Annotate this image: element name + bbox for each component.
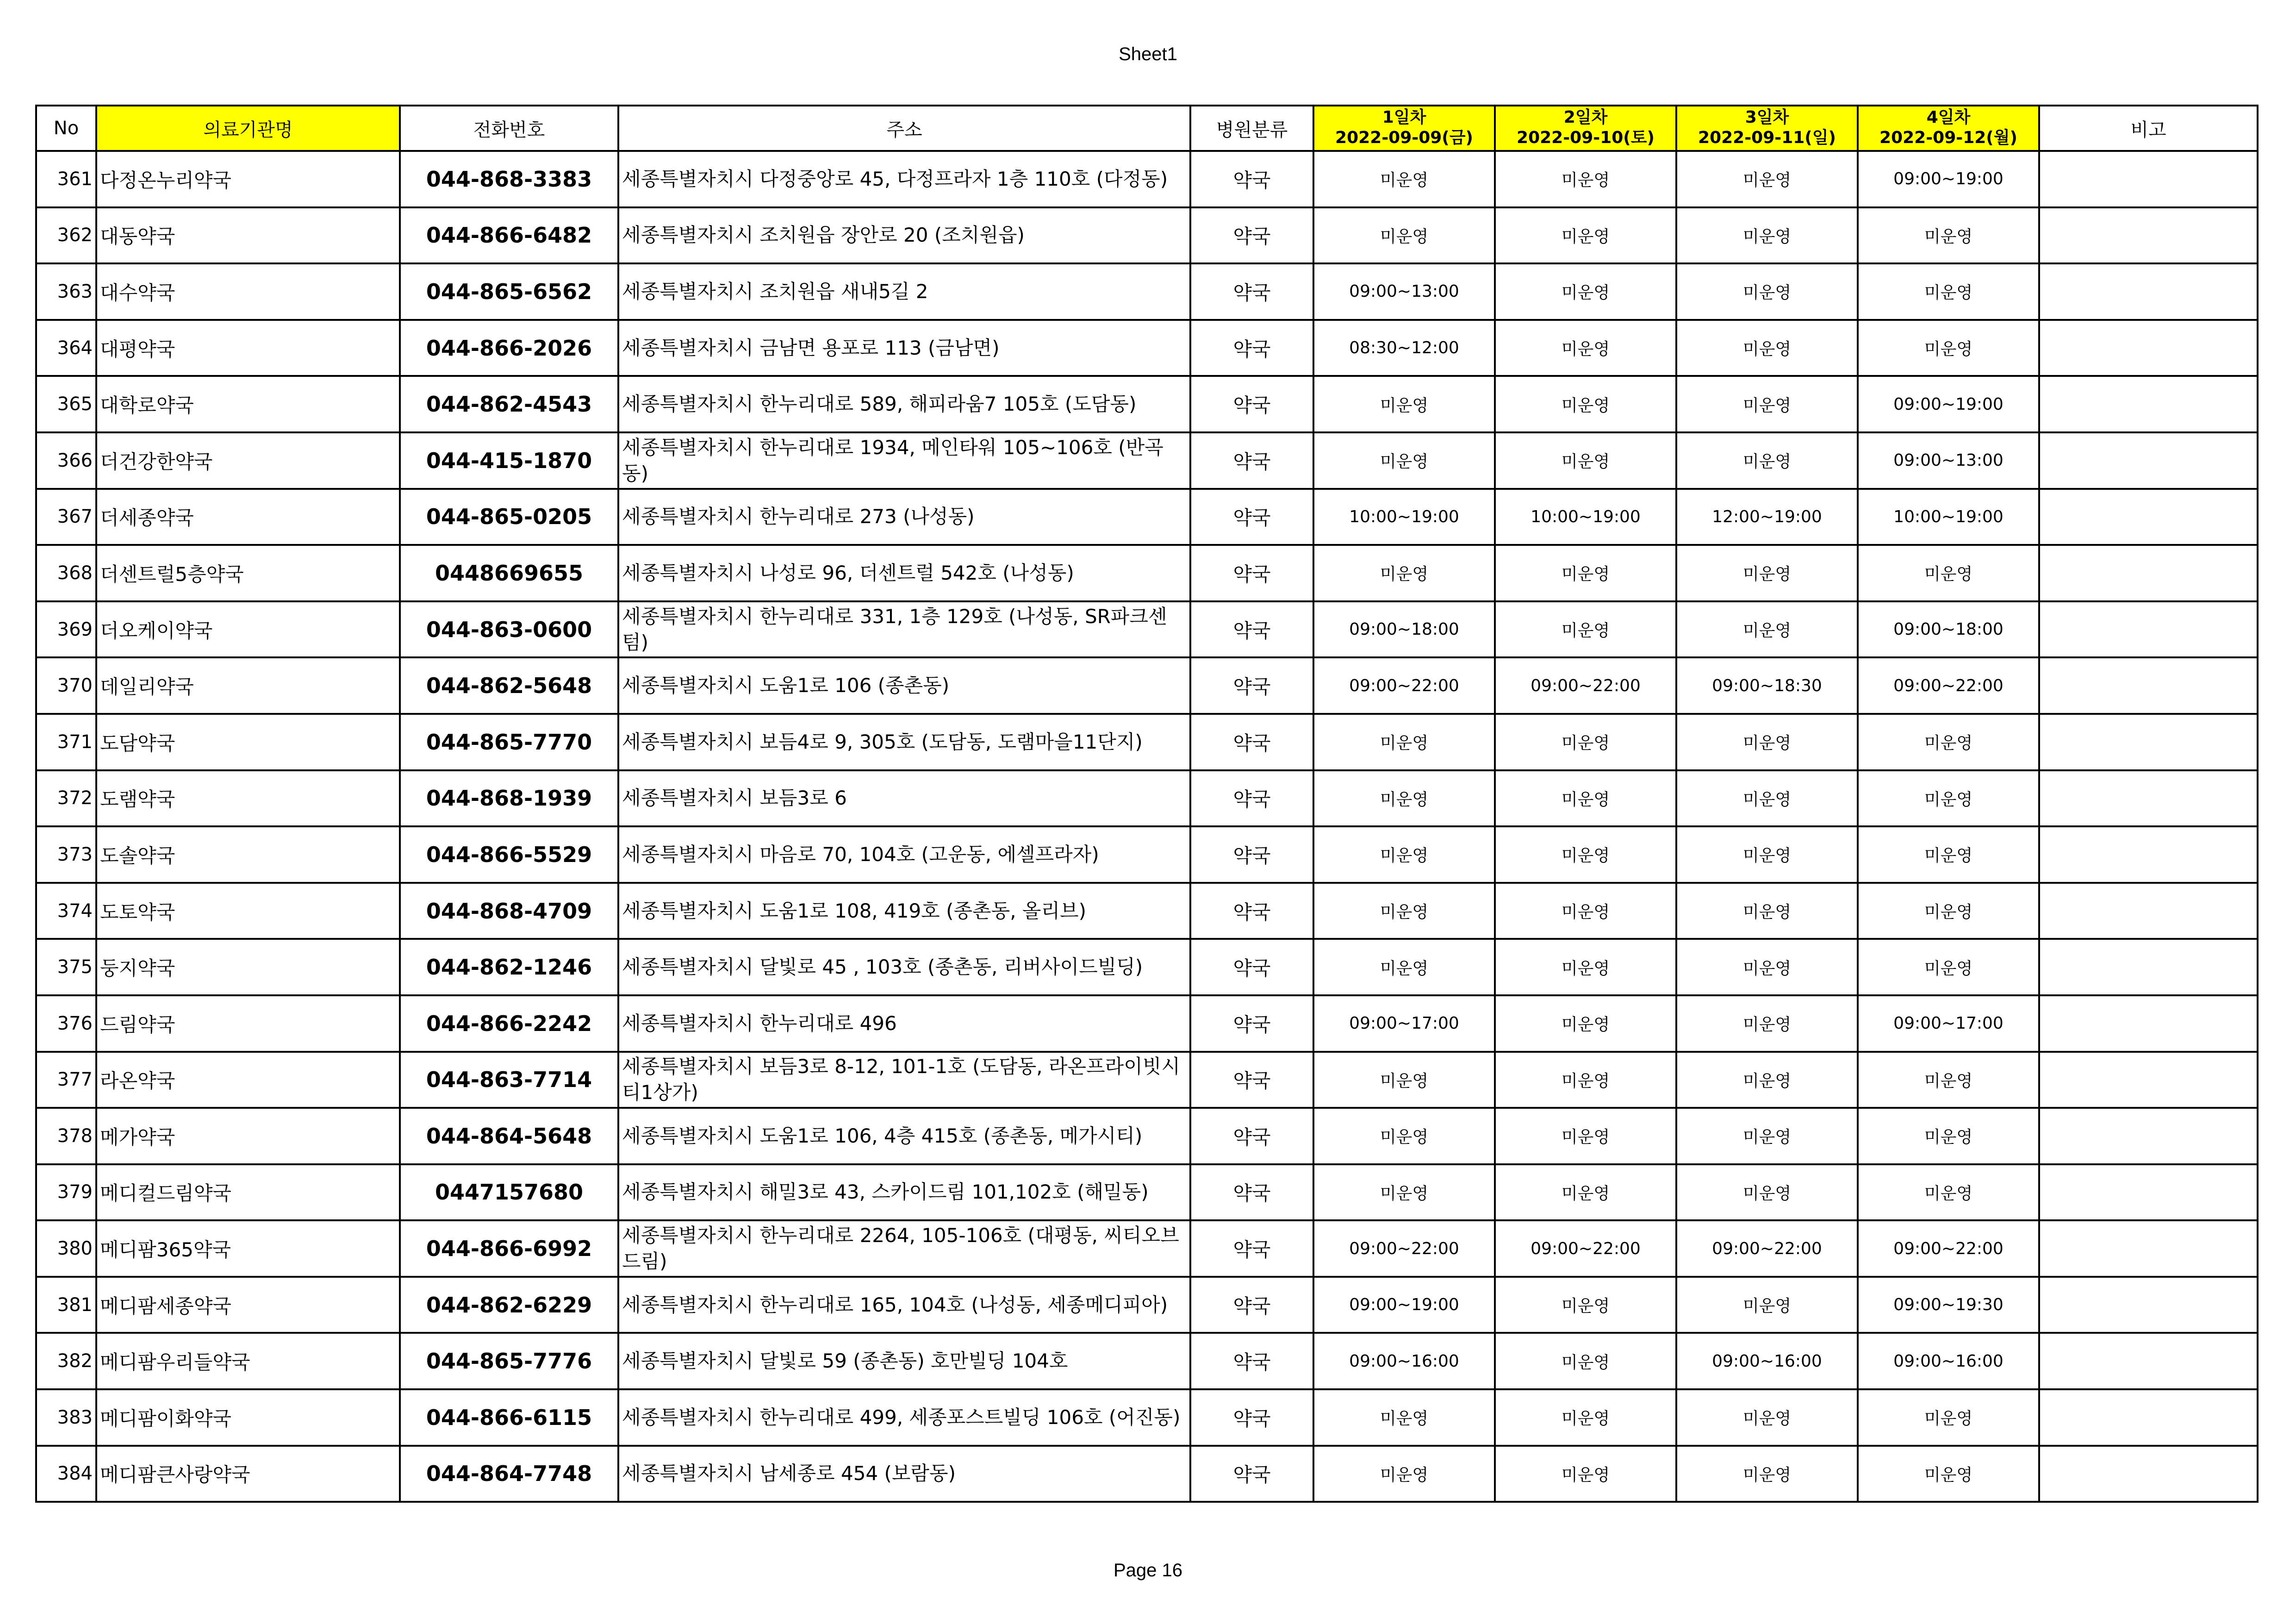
- note: [2039, 207, 2258, 264]
- phone-number: 044-868-3383: [400, 151, 618, 207]
- day1-hours: 미운영: [1313, 376, 1495, 432]
- day2-hours: 미운영: [1495, 770, 1676, 827]
- address: 세종특별자치시 도움1로 108, 419호 (종촌동, 올리브): [618, 883, 1190, 939]
- note: [2039, 1389, 2258, 1446]
- day2-hours: 미운영: [1495, 545, 1676, 601]
- day3-hours: 미운영: [1676, 883, 1858, 939]
- address: 세종특별자치시 달빛로 45 , 103호 (종촌동, 리버사이드빌딩): [618, 939, 1190, 995]
- facility-type: 약국: [1190, 883, 1313, 939]
- row-no: 376: [36, 995, 96, 1052]
- header-day2-label: 2일차: [1563, 108, 1608, 127]
- phone-number: 044-862-6229: [400, 1277, 618, 1333]
- day1-hours: 미운영: [1313, 826, 1495, 883]
- address: 세종특별자치시 한누리대로 499, 세종포스트빌딩 106호 (어진동): [618, 1389, 1190, 1446]
- facility-type: 약국: [1190, 320, 1313, 376]
- facility-type: 약국: [1190, 376, 1313, 432]
- header-day3-label: 3일차: [1745, 108, 1789, 127]
- day2-hours: 미운영: [1495, 1446, 1676, 1502]
- day4-hours: 09:00~22:00: [1858, 1220, 2039, 1277]
- day3-hours: 12:00~19:00: [1676, 489, 1858, 545]
- row-no: 361: [36, 151, 96, 207]
- row-no: 364: [36, 320, 96, 376]
- table-row: [36, 714, 2258, 770]
- day4-hours: 미운영: [1858, 1108, 2039, 1164]
- row-no: 365: [36, 376, 96, 432]
- pharmacy-name: 도램약국: [96, 770, 400, 827]
- day4-hours: 미운영: [1858, 1446, 2039, 1502]
- header-day2: [1495, 106, 1676, 151]
- day1-hours: 미운영: [1313, 1052, 1495, 1108]
- day3-hours: 미운영: [1676, 939, 1858, 995]
- facility-type: 약국: [1190, 263, 1313, 320]
- note: [2039, 883, 2258, 939]
- day1-hours: 08:30~12:00: [1313, 320, 1495, 376]
- row-no: 372: [36, 770, 96, 827]
- address: 세종특별자치시 조치원읍 장안로 20 (조치원읍): [618, 207, 1190, 264]
- header-address: 주소: [618, 106, 1190, 151]
- facility-type: 약국: [1190, 1220, 1313, 1277]
- address: 세종특별자치시 도움1로 106, 4층 415호 (종촌동, 메가시티): [618, 1108, 1190, 1164]
- day1-hours: 미운영: [1313, 545, 1495, 601]
- day2-hours: 미운영: [1495, 601, 1676, 658]
- day2-hours: 미운영: [1495, 1333, 1676, 1389]
- row-no: 379: [36, 1164, 96, 1221]
- day1-hours: 미운영: [1313, 939, 1495, 995]
- facility-type: 약국: [1190, 714, 1313, 770]
- phone-number: 044-863-0600: [400, 601, 618, 658]
- phone-number: 044-864-7748: [400, 1446, 618, 1502]
- note: [2039, 826, 2258, 883]
- facility-type: 약국: [1190, 657, 1313, 714]
- note: [2039, 995, 2258, 1052]
- pharmacy-name: 메디팜이화약국: [96, 1389, 400, 1446]
- pharmacy-name: 도담약국: [96, 714, 400, 770]
- note: [2039, 714, 2258, 770]
- note: [2039, 320, 2258, 376]
- day2-hours: 미운영: [1495, 376, 1676, 432]
- day4-hours: 09:00~16:00: [1858, 1333, 2039, 1389]
- day2-hours: 미운영: [1495, 1389, 1676, 1446]
- day3-hours: 미운영: [1676, 320, 1858, 376]
- header-day2-date: 2022-09-10(토): [1517, 128, 1655, 147]
- phone-number: 044-868-1939: [400, 770, 618, 827]
- pharmacy-name: 메디컬드림약국: [96, 1164, 400, 1221]
- row-no: 373: [36, 826, 96, 883]
- day1-hours: 09:00~18:00: [1313, 601, 1495, 658]
- table-row: [36, 263, 2258, 320]
- day4-hours: 미운영: [1858, 883, 2039, 939]
- address: 세종특별자치시 한누리대로 165, 104호 (나성동, 세종메디피아): [618, 1277, 1190, 1333]
- day1-hours: 09:00~22:00: [1313, 657, 1495, 714]
- day3-hours: 미운영: [1676, 432, 1858, 489]
- table-row: [36, 995, 2258, 1052]
- address: 세종특별자치시 한누리대로 589, 해피라움7 105호 (도담동): [618, 376, 1190, 432]
- day3-hours: 미운영: [1676, 1277, 1858, 1333]
- phone-number: 0447157680: [400, 1164, 618, 1221]
- phone-number: 044-862-5648: [400, 657, 618, 714]
- facility-type: 약국: [1190, 1052, 1313, 1108]
- day3-hours: 미운영: [1676, 1052, 1858, 1108]
- day1-hours: 미운영: [1313, 883, 1495, 939]
- day3-hours: 미운영: [1676, 601, 1858, 658]
- phone-number: 044-865-7776: [400, 1333, 618, 1389]
- note: [2039, 151, 2258, 207]
- address: 세종특별자치시 한누리대로 331, 1층 129호 (나성동, SR파크센텀): [618, 601, 1190, 658]
- day2-hours: 미운영: [1495, 1052, 1676, 1108]
- row-no: 369: [36, 601, 96, 658]
- note: [2039, 601, 2258, 658]
- day4-hours: 미운영: [1858, 1389, 2039, 1446]
- day2-hours: 미운영: [1495, 263, 1676, 320]
- row-no: 378: [36, 1108, 96, 1164]
- day2-hours: 미운영: [1495, 207, 1676, 264]
- facility-type: 약국: [1190, 826, 1313, 883]
- facility-type: 약국: [1190, 939, 1313, 995]
- day3-hours: 미운영: [1676, 1164, 1858, 1221]
- day4-hours: 미운영: [1858, 826, 2039, 883]
- address: 세종특별자치시 다정중앙로 45, 다정프라자 1층 110호 (다정동): [618, 151, 1190, 207]
- note: [2039, 1220, 2258, 1277]
- phone-number: 044-862-4543: [400, 376, 618, 432]
- day3-hours: 미운영: [1676, 714, 1858, 770]
- day3-hours: 미운영: [1676, 995, 1858, 1052]
- day2-hours: 미운영: [1495, 1164, 1676, 1221]
- phone-number: 044-862-1246: [400, 939, 618, 995]
- day4-hours: 미운영: [1858, 770, 2039, 827]
- day2-hours: 미운영: [1495, 1108, 1676, 1164]
- table-row: [36, 883, 2258, 939]
- row-no: 366: [36, 432, 96, 489]
- day3-hours: 미운영: [1676, 545, 1858, 601]
- facility-type: 약국: [1190, 1164, 1313, 1221]
- day3-hours: 09:00~18:30: [1676, 657, 1858, 714]
- row-no: 374: [36, 883, 96, 939]
- day4-hours: 미운영: [1858, 545, 2039, 601]
- note: [2039, 1446, 2258, 1502]
- address: 세종특별자치시 한누리대로 2264, 105-106호 (대평동, 씨티오브드림): [618, 1220, 1190, 1277]
- day2-hours: 미운영: [1495, 826, 1676, 883]
- note: [2039, 1164, 2258, 1221]
- day1-hours: 10:00~19:00: [1313, 489, 1495, 545]
- day3-hours: 미운영: [1676, 1389, 1858, 1446]
- day2-hours: 미운영: [1495, 939, 1676, 995]
- row-no: 371: [36, 714, 96, 770]
- day1-hours: 09:00~13:00: [1313, 263, 1495, 320]
- pharmacy-name: 도솔약국: [96, 826, 400, 883]
- day1-hours: 미운영: [1313, 207, 1495, 264]
- pharmacy-name: 메가약국: [96, 1108, 400, 1164]
- table-row: [36, 545, 2258, 601]
- facility-type: 약국: [1190, 151, 1313, 207]
- note: [2039, 657, 2258, 714]
- day4-hours: 미운영: [1858, 1052, 2039, 1108]
- day4-hours: 09:00~22:00: [1858, 657, 2039, 714]
- address: 세종특별자치시 도움1로 106 (종촌동): [618, 657, 1190, 714]
- day3-hours: 09:00~22:00: [1676, 1220, 1858, 1277]
- day2-hours: 09:00~22:00: [1495, 657, 1676, 714]
- day4-hours: 09:00~19:30: [1858, 1277, 2039, 1333]
- row-no: 363: [36, 263, 96, 320]
- row-no: 368: [36, 545, 96, 601]
- header-row: [36, 106, 2258, 151]
- table-row: [36, 1220, 2258, 1277]
- address: 세종특별자치시 보듬3로 6: [618, 770, 1190, 827]
- day4-hours: 미운영: [1858, 320, 2039, 376]
- row-no: 370: [36, 657, 96, 714]
- header-day4: [1858, 106, 2039, 151]
- address: 세종특별자치시 한누리대로 273 (나성동): [618, 489, 1190, 545]
- address: 세종특별자치시 해밀3로 43, 스카이드림 101,102호 (해밀동): [618, 1164, 1190, 1221]
- address: 세종특별자치시 한누리대로 496: [618, 995, 1190, 1052]
- pharmacy-name: 메디팜큰사랑약국: [96, 1446, 400, 1502]
- pharmacy-name: 대동약국: [96, 207, 400, 264]
- header-type: 병원분류: [1190, 106, 1313, 151]
- pharmacy-name: 둥지약국: [96, 939, 400, 995]
- address: 세종특별자치시 조치원읍 새내5길 2: [618, 263, 1190, 320]
- note: [2039, 376, 2258, 432]
- pharmacy-table: [35, 105, 2259, 1503]
- phone-number: 044-866-5529: [400, 826, 618, 883]
- table-row: [36, 320, 2258, 376]
- note: [2039, 545, 2258, 601]
- day1-hours: 09:00~16:00: [1313, 1333, 1495, 1389]
- facility-type: 약국: [1190, 207, 1313, 264]
- row-no: 367: [36, 489, 96, 545]
- day1-hours: 미운영: [1313, 1389, 1495, 1446]
- day4-hours: 09:00~18:00: [1858, 601, 2039, 658]
- day3-hours: 미운영: [1676, 770, 1858, 827]
- note: [2039, 1333, 2258, 1389]
- note: [2039, 770, 2258, 827]
- day1-hours: 미운영: [1313, 1108, 1495, 1164]
- pharmacy-name: 드림약국: [96, 995, 400, 1052]
- phone-number: 044-866-2026: [400, 320, 618, 376]
- pharmacy-name: 더오케이약국: [96, 601, 400, 658]
- sheet-title: Sheet1: [1119, 44, 1177, 64]
- day4-hours: 09:00~19:00: [1858, 151, 2039, 207]
- pharmacy-name: 도토약국: [96, 883, 400, 939]
- facility-type: 약국: [1190, 1446, 1313, 1502]
- row-no: 384: [36, 1446, 96, 1502]
- header-day1: [1313, 106, 1495, 151]
- day3-hours: 미운영: [1676, 151, 1858, 207]
- table-row: [36, 1389, 2258, 1446]
- day1-hours: 미운영: [1313, 432, 1495, 489]
- header-note: 비고: [2039, 106, 2258, 151]
- table-row: [36, 489, 2258, 545]
- pharmacy-name: 대수약국: [96, 263, 400, 320]
- pharmacy-name: 대학로약국: [96, 376, 400, 432]
- note: [2039, 1277, 2258, 1333]
- phone-number: 044-863-7714: [400, 1052, 618, 1108]
- day3-hours: 미운영: [1676, 207, 1858, 264]
- address: 세종특별자치시 나성로 96, 더센트럴 542호 (나성동): [618, 545, 1190, 601]
- day3-hours: 미운영: [1676, 376, 1858, 432]
- phone-number: 044-866-2242: [400, 995, 618, 1052]
- phone-number: 044-415-1870: [400, 432, 618, 489]
- note: [2039, 263, 2258, 320]
- table-row: [36, 207, 2258, 264]
- table-row: [36, 826, 2258, 883]
- day4-hours: 미운영: [1858, 939, 2039, 995]
- row-no: 362: [36, 207, 96, 264]
- day1-hours: 미운영: [1313, 770, 1495, 827]
- facility-type: 약국: [1190, 601, 1313, 658]
- table-row: [36, 1108, 2258, 1164]
- note: [2039, 1052, 2258, 1108]
- facility-type: 약국: [1190, 1277, 1313, 1333]
- header-phone: 전화번호: [400, 106, 618, 151]
- day3-hours: 미운영: [1676, 826, 1858, 883]
- row-no: 383: [36, 1389, 96, 1446]
- header-day4-date: 2022-09-12(월): [1879, 128, 2017, 147]
- row-no: 377: [36, 1052, 96, 1108]
- phone-number: 0448669655: [400, 545, 618, 601]
- day2-hours: 10:00~19:00: [1495, 489, 1676, 545]
- pharmacy-name: 데일리약국: [96, 657, 400, 714]
- facility-type: 약국: [1190, 489, 1313, 545]
- table-row: [36, 1446, 2258, 1502]
- header-day1-label: 1일차: [1382, 108, 1426, 127]
- phone-number: 044-865-0205: [400, 489, 618, 545]
- phone-number: 044-866-6482: [400, 207, 618, 264]
- row-no: 381: [36, 1277, 96, 1333]
- day4-hours: 09:00~19:00: [1858, 376, 2039, 432]
- header-no: No: [36, 106, 96, 151]
- header-day1-date: 2022-09-09(금): [1335, 128, 1473, 147]
- pharmacy-name: 메디팜우리들약국: [96, 1333, 400, 1389]
- day4-hours: 미운영: [1858, 207, 2039, 264]
- day4-hours: 미운영: [1858, 263, 2039, 320]
- page-footer: Page 16: [1113, 1560, 1183, 1580]
- pharmacy-name: 더센트럴5층약국: [96, 545, 400, 601]
- pharmacy-name: 메디팜세종약국: [96, 1277, 400, 1333]
- table-row: [36, 770, 2258, 827]
- day1-hours: 미운영: [1313, 151, 1495, 207]
- table-row: [36, 432, 2258, 489]
- pharmacy-name: 대평약국: [96, 320, 400, 376]
- note: [2039, 939, 2258, 995]
- table-row: [36, 151, 2258, 207]
- phone-number: 044-866-6992: [400, 1220, 618, 1277]
- address: 세종특별자치시 금남면 용포로 113 (금남면): [618, 320, 1190, 376]
- day3-hours: 미운영: [1676, 1108, 1858, 1164]
- day1-hours: 미운영: [1313, 1446, 1495, 1502]
- address: 세종특별자치시 마음로 70, 104호 (고운동, 에셀프라자): [618, 826, 1190, 883]
- facility-type: 약국: [1190, 995, 1313, 1052]
- facility-type: 약국: [1190, 1389, 1313, 1446]
- day2-hours: 미운영: [1495, 995, 1676, 1052]
- header-name: 의료기관명: [96, 106, 400, 151]
- pharmacy-name: 라온약국: [96, 1052, 400, 1108]
- table-row: [36, 657, 2258, 714]
- day1-hours: 미운영: [1313, 714, 1495, 770]
- table-row: [36, 1277, 2258, 1333]
- address: 세종특별자치시 보듬4로 9, 305호 (도담동, 도램마을11단지): [618, 714, 1190, 770]
- day4-hours: 미운영: [1858, 714, 2039, 770]
- day1-hours: 미운영: [1313, 1164, 1495, 1221]
- day2-hours: 미운영: [1495, 320, 1676, 376]
- day1-hours: 09:00~19:00: [1313, 1277, 1495, 1333]
- facility-type: 약국: [1190, 770, 1313, 827]
- row-no: 380: [36, 1220, 96, 1277]
- day2-hours: 미운영: [1495, 1277, 1676, 1333]
- address: 세종특별자치시 한누리대로 1934, 메인타워 105~106호 (반곡동): [618, 432, 1190, 489]
- day3-hours: 09:00~16:00: [1676, 1333, 1858, 1389]
- table-body: [36, 151, 2258, 1502]
- table-row: [36, 1052, 2258, 1108]
- table-row: [36, 1164, 2258, 1221]
- address: 세종특별자치시 보듬3로 8-12, 101-1호 (도담동, 라온프라이빗시티1상가): [618, 1052, 1190, 1108]
- row-no: 375: [36, 939, 96, 995]
- row-no: 382: [36, 1333, 96, 1389]
- day4-hours: 10:00~19:00: [1858, 489, 2039, 545]
- day2-hours: 미운영: [1495, 151, 1676, 207]
- header-day3-date: 2022-09-11(일): [1698, 128, 1836, 147]
- pharmacy-name: 다정온누리약국: [96, 151, 400, 207]
- facility-type: 약국: [1190, 432, 1313, 489]
- day2-hours: 09:00~22:00: [1495, 1220, 1676, 1277]
- day2-hours: 미운영: [1495, 432, 1676, 489]
- facility-type: 약국: [1190, 1333, 1313, 1389]
- table-row: [36, 939, 2258, 995]
- day3-hours: 미운영: [1676, 263, 1858, 320]
- note: [2039, 432, 2258, 489]
- pharmacy-name: 더건강한약국: [96, 432, 400, 489]
- day4-hours: 09:00~13:00: [1858, 432, 2039, 489]
- day4-hours: 미운영: [1858, 1164, 2039, 1221]
- table-row: [36, 601, 2258, 658]
- note: [2039, 1108, 2258, 1164]
- address: 세종특별자치시 달빛로 59 (종촌동) 호만빌딩 104호: [618, 1333, 1190, 1389]
- header-day3: [1676, 106, 1858, 151]
- facility-type: 약국: [1190, 1108, 1313, 1164]
- address: 세종특별자치시 남세종로 454 (보람동): [618, 1446, 1190, 1502]
- phone-number: 044-866-6115: [400, 1389, 618, 1446]
- phone-number: 044-864-5648: [400, 1108, 618, 1164]
- day2-hours: 미운영: [1495, 883, 1676, 939]
- day1-hours: 09:00~22:00: [1313, 1220, 1495, 1277]
- phone-number: 044-868-4709: [400, 883, 618, 939]
- table-row: [36, 1333, 2258, 1389]
- table-row: [36, 376, 2258, 432]
- facility-type: 약국: [1190, 545, 1313, 601]
- phone-number: 044-865-7770: [400, 714, 618, 770]
- pharmacy-name: 메디팜365약국: [96, 1220, 400, 1277]
- day4-hours: 09:00~17:00: [1858, 995, 2039, 1052]
- note: [2039, 489, 2258, 545]
- header-day4-label: 4일차: [1926, 108, 1971, 127]
- day1-hours: 09:00~17:00: [1313, 995, 1495, 1052]
- day3-hours: 미운영: [1676, 1446, 1858, 1502]
- day2-hours: 미운영: [1495, 714, 1676, 770]
- pharmacy-name: 더세종약국: [96, 489, 400, 545]
- phone-number: 044-865-6562: [400, 263, 618, 320]
